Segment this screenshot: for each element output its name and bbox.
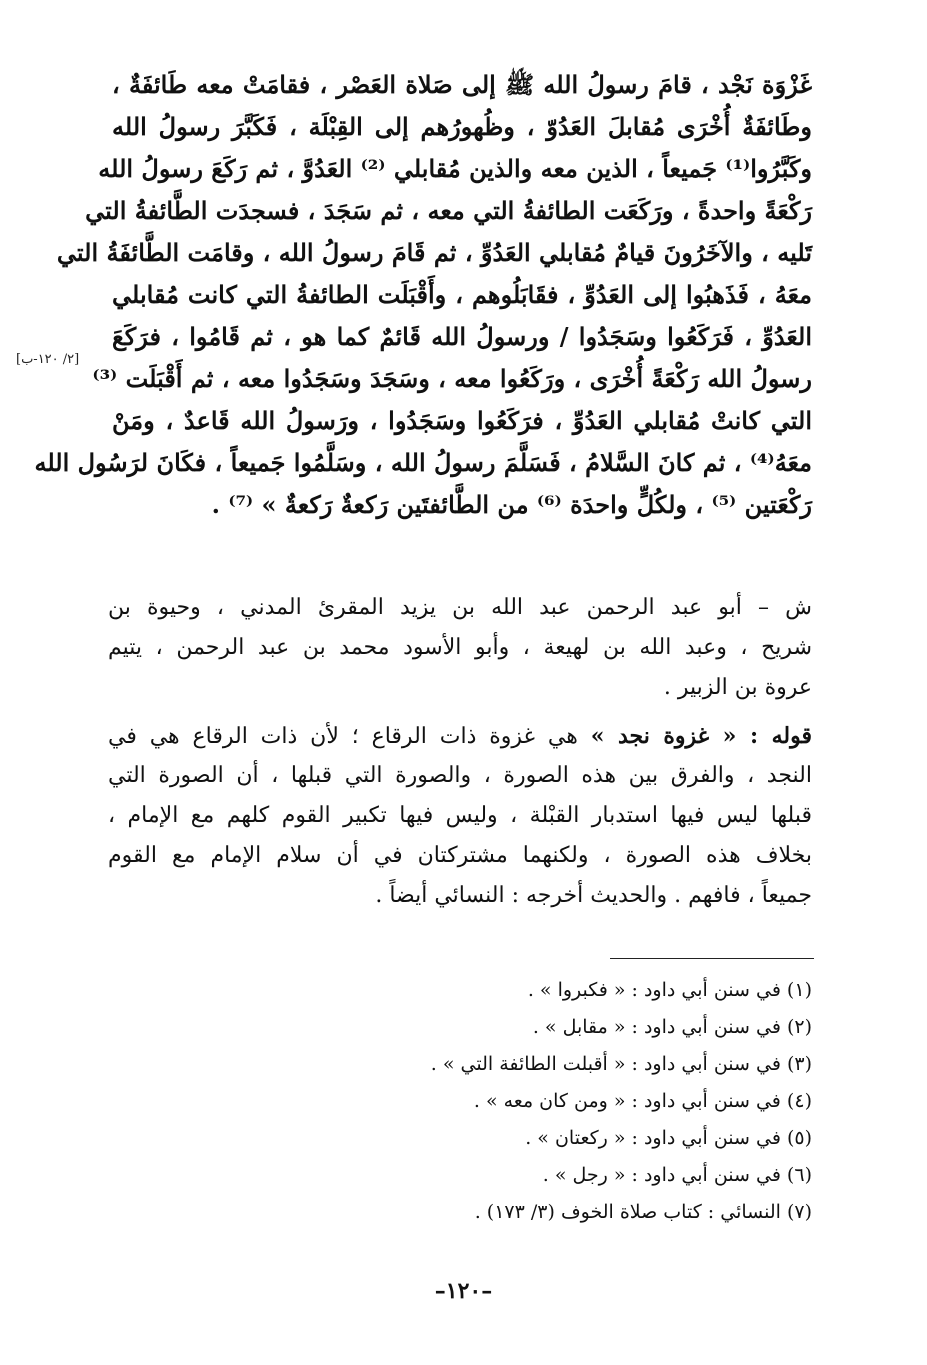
footnote: (٦) في سنن أبي داود : « رجل » . (542, 1164, 812, 1186)
commentary-narrators (108, 588, 812, 708)
footnote: (٢) في سنن أبي داود : « مقابل » . (532, 1016, 812, 1038)
commentary-line: عروة بن الزبير . (663, 675, 812, 700)
commentary-line (108, 716, 812, 756)
footnotes (300, 972, 812, 1231)
hadith-line: وطَائفَةٌ أُخْرَى مُقابلَ العَدُوّ ، وظُهورُهم إلى القِبْلَة ، فَكَبَّرَ رسولُ الله (112, 112, 812, 141)
hadith-line: معَهُ ، فَذَهبُوا إلى العَدُوِّ ، فقَابَلُوهم ، وأَقْبَلَت الطائفةُ التي كانت مُقابلي (112, 280, 812, 309)
hadith-line: رَكْعَتين ⁽⁵⁾ ، ولكُلٍّ واحدَة ⁽⁶⁾ من الطَّائفتَين رَكعةٌ رَكعةٌ » ⁽⁷⁾ . (211, 490, 812, 519)
hadith-line: رسولُ الله رَكْعَةً أُخْرَى ، ورَكَعُوا معه ، وسَجَدَ وسَجَدُوا معه ، ثم أَقْبَلَت ⁽³⁾ (92, 364, 812, 393)
commentary-line-text: هي غزوة ذات الرقاع ؛ لأن ذات الرقاع هي في (108, 724, 591, 749)
footnote: (٧) النسائي : كتاب صلاة الخوف (٣/ ١٧٣) . (474, 1201, 812, 1223)
hadith-line: العَدُوِّ ، فَرَكَعُوا وسَجَدُوا / ورسولُ الله قَائمٌ كما هو ، ثم قَامُوا ، فرَكَعَ (112, 322, 812, 351)
hadith-line: وكَبَّرُوا⁽¹⁾ جَميعاً ، الذين معه والذين مُقابلي ⁽²⁾ العَدُوَّ ، ثم رَكَعَ رسولُ الله (98, 154, 812, 183)
commentary-line: النجد ، والفرق بين هذه الصورة ، والصورة التي قبلها ، أن الصورة التي (108, 763, 812, 788)
hadith-line: التي كانتْ مُقابلي العَدُوِّ ، فرَكَعُوا وسَجَدُوا ، ورَسولُ الله قَاعدٌ ، ومَنْ (112, 406, 812, 435)
commentary-line: ش – أبو عبد الرحمن عبد الله بن يزيد المقرئ المدني ، وحيوة بن (108, 595, 812, 620)
commentary-line: شريح ، وعبد الله بن لهيعة ، وأبو الأسود محمد بن عبد الرحمن ، يتيم (108, 635, 812, 660)
footnote: (٣) في سنن أبي داود : « أقبلت الطائفة التي » . (430, 1053, 812, 1075)
hadith-line: رَكْعَةً واحدةً ، ورَكَعَت الطائفةُ التي معه ، ثم سَجَدَ ، فسجدَت الطَّائفةُ التي (85, 196, 812, 225)
footnote: (٤) في سنن أبي داود : « ومن كان معه » . (473, 1090, 812, 1112)
hadith-line: تَليه ، والآخَرُونَ قيامٌ مُقابلي العَدُوِّ ، ثم قَامَ رسولُ الله ، وقامَت الطَّائفَةُ التي (56, 238, 812, 267)
hadith-line: معَهُ⁽⁴⁾ ، ثم كانَ السَّلامُ ، فَسَلَّمَ رسولُ الله ، وسَلَّمُوا جَميعاً ، فكَانَ لرَسُول الله (34, 448, 812, 477)
page-number: –١٢٠– (434, 1278, 493, 1304)
commentary-lead-phrase: قوله : « غزوة نجد » (590, 723, 812, 749)
manuscript-folio-marker: [٢/ ١٢٠-ب] (16, 352, 80, 367)
footnote: (١) في سنن أبي داود : « فكبروا » . (527, 979, 812, 1001)
commentary-line: قبلها ليس فيها استدبار القبْلة ، وليس فيها تكبير القوم كلهم مع الإمام ، (108, 803, 812, 828)
commentary-line: بخلاف هذه الصورة ، ولكنهما مشتركتان في أن سلام الإمام مع القوم (108, 843, 812, 868)
hadith-line: غَزْوَة نَجْد ، قامَ رسولُ الله ﷺ إلى صَلاة العَصْر ، فقامَتْ معه طَائفَةٌ ، (112, 70, 812, 99)
footnote-divider (610, 958, 814, 959)
commentary-explanation (108, 716, 812, 916)
footnote: (٥) في سنن أبي داود : « ركعتان » . (525, 1127, 812, 1149)
commentary-line: جميعاً ، فافهم . والحديث أخرجه : النسائي أيضاً . (375, 883, 812, 908)
